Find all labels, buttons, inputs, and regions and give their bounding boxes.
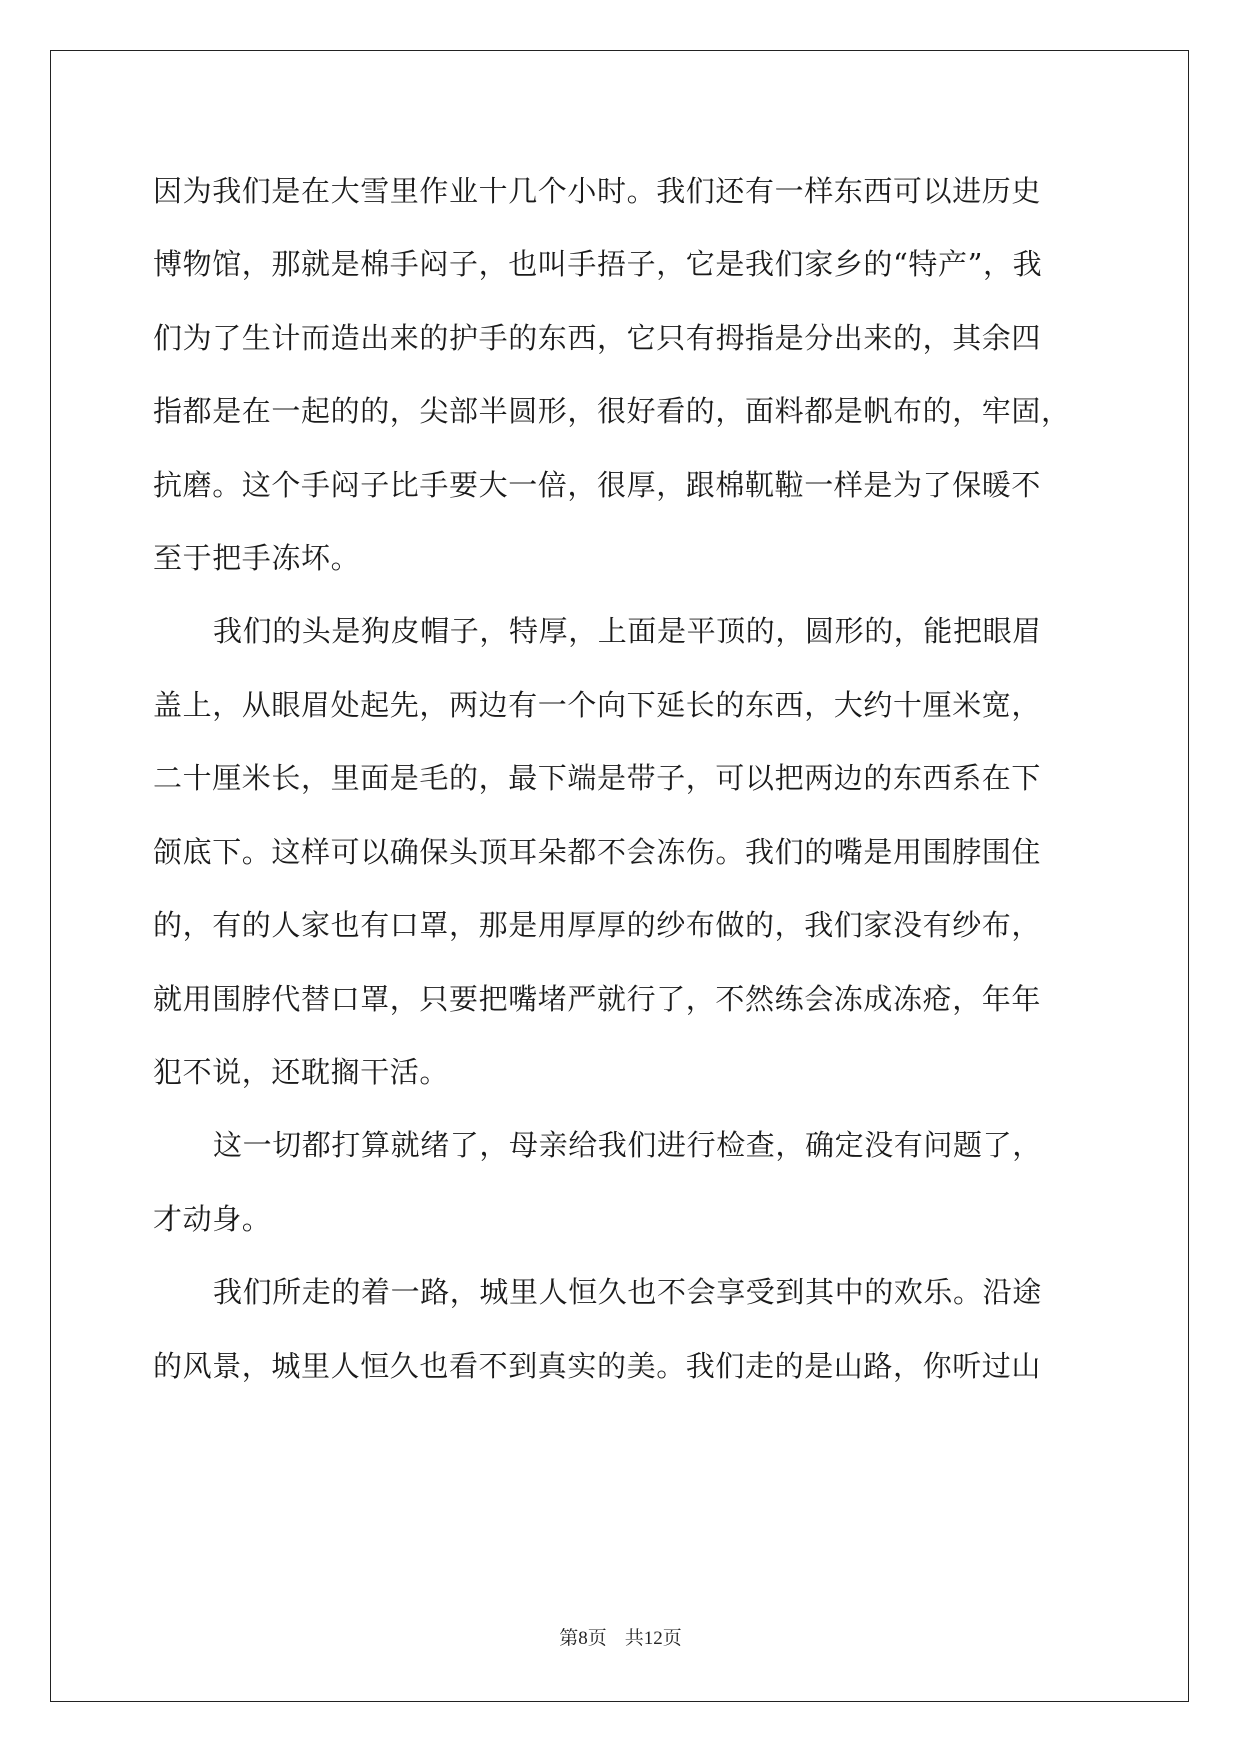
text-line-12: 就用围脖代替口罩，只要把嘴堵严就行了，不然练会冻成冻疮，年年 [153,982,1042,1016]
text-line-13: 犯不说，还耽搁干活。 [153,1055,450,1089]
text-line-10: 颌底下。这样可以确保头顶耳朵都不会冻伤。我们的嘴是用围脖围住 [153,835,1042,869]
paragraph-start-line: 我们所走的着一路，城里人恒久也不会享受到其中的欢乐。沿途 [213,1275,1042,1309]
text-line-5: 抗磨。这个手闷子比手要大一倍，很厚，跟棉靰鞡一样是为了保暖不 [153,468,1042,502]
text-line-17: 的风景，城里人恒久也看不到真实的美。我们走的是山路，你听过山 [153,1349,1042,1383]
text-line-1: 因为我们是在大雪里作业十几个小时。我们还有一样东西可以进历史 [153,174,1042,208]
text-line-2: 博物馆，那就是棉手闷子，也叫手捂子，它是我们家乡的“特产”，我 [153,247,1043,281]
text-line-11: 的，有的人家也有口罩，那是用厚厚的纱布做的，我们家没有纱布， [153,908,1042,942]
text-line-6: 至于把手冻坏。 [153,541,361,575]
page-border [50,50,1189,1702]
paragraph-start-line: 我们的头是狗皮帽子，特厚，上面是平顶的，圆形的，能把眼眉 [213,614,1042,648]
text-line-9: 二十厘米长，里面是毛的，最下端是带子，可以把两边的东西系在下 [153,761,1042,795]
text-line-8: 盖上，从眼眉处起先，两边有一个向下延长的东西，大约十厘米宽， [153,688,1042,722]
text-line-4: 指都是在一起的的，尖部半圆形，很好看的，面料都是帆布的，牢固， [153,394,1071,428]
page-total: 共12页 [624,1628,682,1649]
text-line-15: 才动身。 [153,1202,272,1236]
text-line-3: 们为了生计而造出来的护手的东西，它只有拇指是分出来的，其余四 [153,321,1042,355]
paragraph-start-line: 这一切都打算就绪了，母亲给我们进行检查，确定没有问题了， [213,1128,1042,1162]
page-footer [0,1627,1241,1651]
page-number: 第8页 [559,1628,607,1649]
